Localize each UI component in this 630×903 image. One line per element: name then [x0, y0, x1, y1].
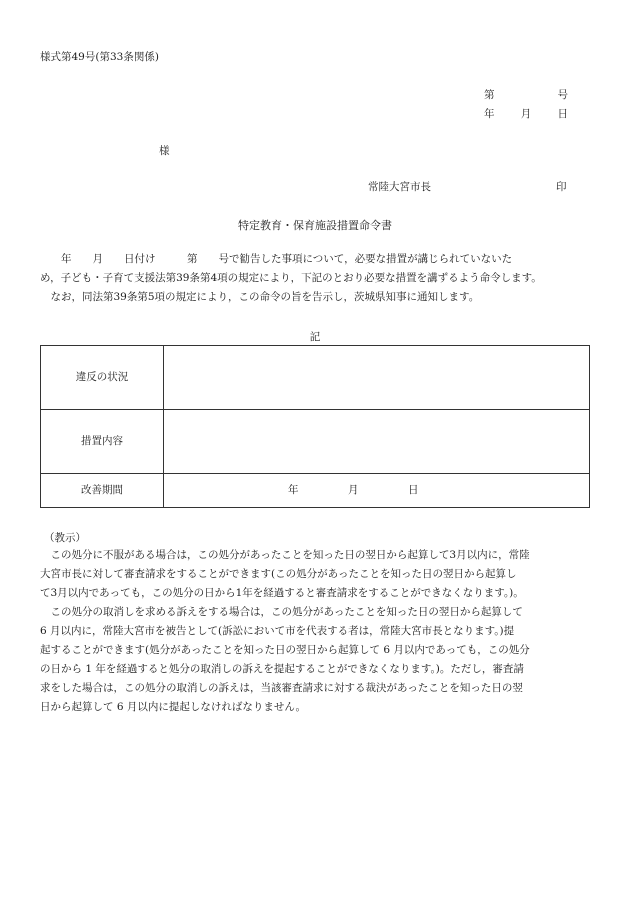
table-row [41, 410, 590, 474]
document-date-year: 年 [484, 108, 495, 120]
seal-mark: 印 [556, 181, 567, 193]
deadline-month: 月 [348, 484, 359, 497]
document-date [484, 109, 568, 120]
notice-line: の日から 1 年を経過すると処分の取消しの訴えを提起することができなくなります。)。ただし，審査請 [40, 663, 524, 675]
intro-paragraph [40, 250, 590, 307]
violation-status-value [164, 346, 590, 410]
table-row [41, 346, 590, 410]
notice-line: て3月以内であっても，この処分の日から1年を経過すると審査請求をすることができなくなります。)。 [40, 587, 524, 599]
issuer-title: 常陸大宮市長 [368, 181, 431, 193]
measure-content-label: 措置内容 [41, 410, 164, 474]
improvement-period-label: 改善期間 [41, 474, 164, 508]
notice-line: 日から起算して 6 月以内に提起しなければなりません。 [40, 701, 306, 713]
ki-heading: 記 [309, 331, 321, 343]
notice-line: 6 月以内に，常陸大宮市を被告として(訴訟において市を代表する者は，常陸大宮市長となります。)提 [40, 625, 515, 637]
deadline-day: 日 [408, 484, 419, 497]
improvement-period-value [164, 474, 590, 508]
notice-line: この処分に不服がある場合は，この処分があったことを知った日の翌日から起算して3月以内に，常陸 [40, 549, 530, 561]
document-number-prefix: 第 [484, 89, 495, 101]
notice-heading: （教示） [44, 532, 86, 544]
notice-line: この処分の取消しを求める訴えをする場合は，この処分があったことを知った日の翌日から起算して [40, 606, 523, 618]
document-number [484, 90, 568, 101]
document-date-day: 日 [557, 108, 568, 120]
notice-line: 求をした場合は，この処分の取消しの訴えは，当該審査請求に対する裁決があったことを知った日の翌 [40, 682, 523, 694]
notice-paragraph [40, 546, 590, 717]
recipient-honorific: 様 [159, 145, 170, 157]
document-title: 特定教育・保育施設措置命令書 [238, 219, 392, 232]
notice-line: 起することができます(処分があったことを知った日の翌日から起算して 6 月以内であっても，この処分 [40, 644, 530, 656]
table-row [41, 474, 590, 508]
document-date-month: 月 [520, 108, 532, 120]
intro-line: 年 月 日付け 第 号で勧告した事項について，必要な措置が講じられていないた [40, 253, 513, 265]
document-number-suffix: 号 [557, 89, 568, 101]
intro-line: なお，同法第39条第5項の規定により，この命令の旨を告示し，茨城県知事に通知します。 [40, 291, 480, 303]
form-number: 様式第49号(第33条関係) [40, 51, 159, 63]
notice-line: 大宮市長に対して審査請求をすることができます(この処分があったことを知った日の翌日から起算し [40, 568, 517, 580]
intro-line: め，子ども・子育て支援法第39条第4項の規定により，下記のとおり必要な措置を講ずるよう命令します。 [40, 272, 542, 284]
measure-content-value [164, 410, 590, 474]
violation-status-label: 違反の状況 [41, 346, 164, 410]
measures-table [40, 345, 590, 508]
deadline-year: 年 [288, 484, 299, 497]
